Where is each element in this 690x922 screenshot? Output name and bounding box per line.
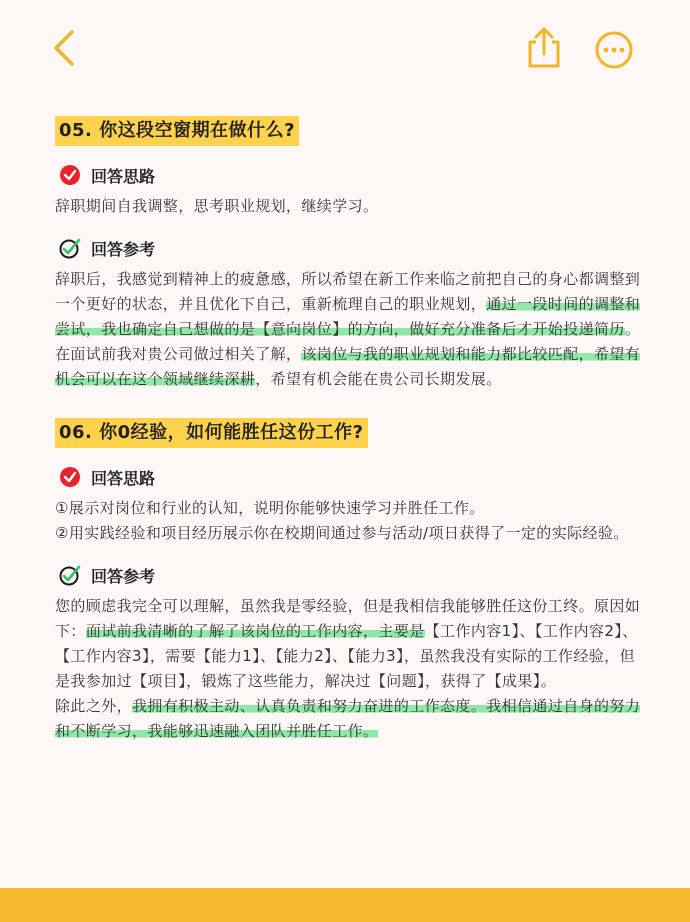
highlighted-text: 通过一段时间的调整和尝试，我也确定自己想做的是【意向岗位】的方向，做好充分准备后才开始投递简历 (55, 295, 641, 338)
check-outline-green-icon (59, 237, 81, 259)
answer-reference-heading (55, 235, 645, 261)
answer-idea-label: 回答思路 (91, 166, 156, 186)
text-segment: ①展示对岗位和行业的认知，说明你能够快速学习并胜任工作。 (55, 499, 485, 517)
text-segment: 辞职后，我感觉到精神上的疲惫感，所以希望在新工作来临之前把自己的身心都调整到一个更好的状态，并且优化下自己，重新梳理自己的职业规划， (55, 270, 641, 313)
answer-reference-paragraph (55, 267, 645, 392)
chevron-left-icon (48, 26, 88, 70)
highlighted-text: 我拥有积极主动、认真负责和努力奋进的工作态度。我相信通过自身的努力和不断学习，我能够迅速融入团队并胜任工作。 (55, 697, 641, 740)
question-05 (55, 116, 645, 392)
text-segment: 【工作内容1】、【工作内容2】、【工作内容3】，需要【能力1】、【能力2】、【能力3】，虽然我没有实际的工作经验，但是我参加过【项目】，锻炼了这些能力，解决过【问题】，获得了【成果】。 (55, 622, 638, 690)
text-segment: 除此之外， (55, 697, 133, 715)
text-segment: 您的顾虑我完全可以理解，虽然我是零经验，但是我相信我能够胜任这份工终。原因如下： (55, 597, 641, 640)
answer-reference-label: 回答参考 (91, 239, 156, 259)
footer-bar (0, 888, 690, 922)
question-06 (55, 418, 645, 744)
check-circle-red-icon (59, 466, 81, 488)
answer-idea-heading (55, 162, 645, 188)
text-segment: 。 (624, 320, 641, 338)
answer-idea-heading (55, 464, 645, 490)
highlighted-text: 面试前我清晰的了解了该岗位的工作内容，主要是 (85, 622, 425, 640)
answer-reference-heading (55, 562, 645, 588)
share-icon (524, 26, 564, 70)
more-icon (594, 30, 634, 70)
text-segment: 在面试前我对贵公司做过相关了解， (55, 345, 302, 363)
question-title: 05. 你这段空窗期在做什么? (55, 116, 299, 146)
answer-reference-paragraph (55, 594, 645, 744)
top-bar (0, 0, 690, 100)
more-button[interactable] (594, 30, 634, 70)
highlighted-text: 该岗位与我的职业规划和能力都比较匹配，希望有机会可以在这个领域继续深耕 (55, 345, 641, 388)
article-content (55, 116, 645, 744)
answer-idea-text: 辞职期间自我调整，思考职业规划，继续学习。 (55, 197, 379, 215)
check-outline-green-icon (59, 564, 81, 586)
question-title: 06. 你0经验，如何能胜任这份工作? (55, 418, 368, 448)
answer-idea-text (55, 496, 645, 546)
text-segment: ②用实践经验和项目经历展示你在校期间通过参与活动/项日获得了一定的实际经验。 (55, 524, 629, 542)
text-segment: ，希望有机会能在贵公司长期发展。 (255, 370, 502, 388)
back-button[interactable] (48, 26, 88, 70)
answer-idea-label: 回答思路 (91, 468, 156, 488)
share-button[interactable] (524, 26, 564, 70)
check-circle-red-icon (59, 164, 81, 186)
answer-reference-label: 回答参考 (91, 566, 156, 586)
